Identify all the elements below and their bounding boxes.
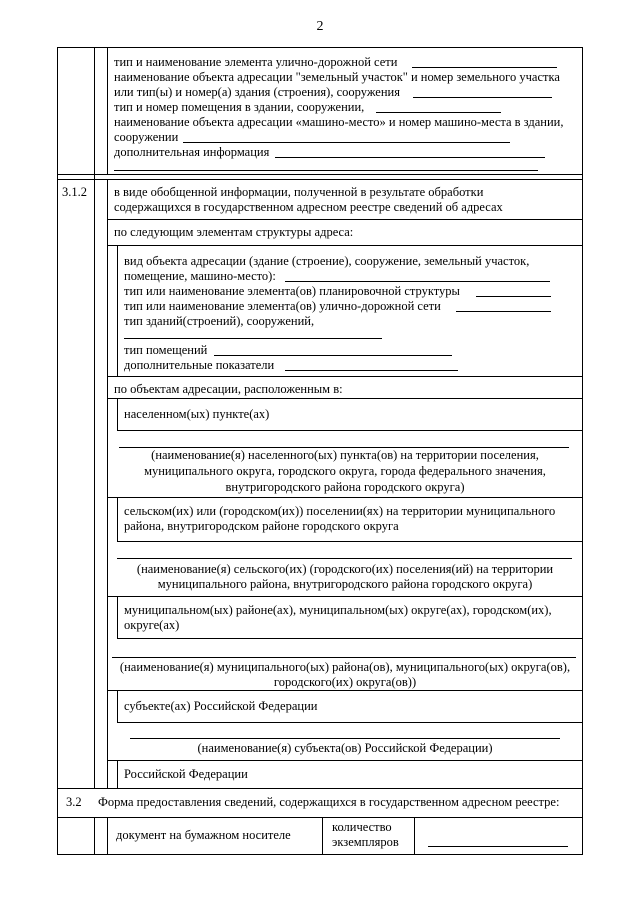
additional-info-label: дополнительная информация xyxy=(114,145,270,159)
parking-label: наименование объекта адресации «машино-место» и номер машино-места в здании, xyxy=(114,115,564,129)
settlement-note: (наименование(я) населенного(ых) пункта(ов) на территории поселения, xyxy=(151,448,539,462)
premises-field[interactable] xyxy=(376,112,501,113)
subject-note: (наименование(я) субъекта(ов) Российской Федерации) xyxy=(197,741,493,755)
planning-structure-field[interactable] xyxy=(476,296,551,297)
rural-settlement-note: (наименование(я) сельского(их) (городского(их) поселения(ий) на территории xyxy=(136,562,554,576)
municipal-label-2: округе(ах) xyxy=(124,618,180,632)
copies-field[interactable] xyxy=(428,846,568,847)
paper-document-option[interactable]: документ на бумажном носителе xyxy=(116,828,291,842)
generalized-info-text: в виде обобщенной информации, полученной в результате обработки xyxy=(114,185,484,199)
building-field[interactable] xyxy=(413,97,552,98)
page-number: 2 xyxy=(316,19,324,34)
copies-label-2: экземпляров xyxy=(332,835,399,849)
parking-label-cont: сооружении xyxy=(114,130,179,144)
object-type-field[interactable] xyxy=(285,281,550,282)
street-network-field[interactable] xyxy=(456,311,551,312)
municipal-field[interactable] xyxy=(112,657,576,658)
subject-field[interactable] xyxy=(130,738,560,739)
rural-settlement-label-2: района, внутригородском районе городского округа xyxy=(124,519,399,533)
section-3-2-title: Форма предоставления сведений, содержащихся в государственном адресном реестре: xyxy=(98,795,560,809)
russia-label: Российской Федерации xyxy=(124,767,248,781)
additional-info-field[interactable] xyxy=(275,157,545,158)
municipal-note-2: городского(их) округа(ов)) xyxy=(273,675,417,689)
building-type-label: тип зданий(строений), сооружений, xyxy=(124,314,315,328)
planning-structure-label: тип или наименование элемента(ов) планировочной структуры xyxy=(124,284,460,298)
municipal-label: муниципальном(ых) районе(ах), муниципальном(ых) округе(ах), городском(их), xyxy=(124,603,552,617)
section-number-3-2: 3.2 xyxy=(66,795,82,809)
rural-settlement-label: сельском(их) или (городском(их)) поселении(ях) на территории муниципального xyxy=(124,504,556,518)
municipal-note: (наименование(я) муниципального(ых) района(ов), муниципального(ых) округа(ов), xyxy=(119,660,571,674)
street-network-label: тип или наименование элемента(ов) улично-дорожной сети xyxy=(124,299,441,313)
section-number-3-1-2: 3.1.2 xyxy=(62,185,87,199)
settlement-note-2: муниципального округа, городского округа, города федерального значения, xyxy=(144,464,546,478)
street-element-field[interactable] xyxy=(412,67,557,68)
parking-field[interactable] xyxy=(183,142,510,143)
building-label: или тип(ы) и номер(а) здания (строения), сооружения xyxy=(114,85,400,99)
premises-type-field[interactable] xyxy=(214,355,452,356)
generalized-info-text-2: содержащихся в государственном адресном реестре сведений об адресах xyxy=(114,200,503,214)
subject-label: субъекте(ах) Российской Федерации xyxy=(124,699,318,713)
object-type-label-2: помещение, машино-место): xyxy=(124,269,276,283)
objects-title: по объектам адресации, расположенным в: xyxy=(114,382,343,396)
premises-label: тип и номер помещения в здании, сооружении, xyxy=(114,100,365,114)
copies-label: количество xyxy=(332,820,392,834)
additional-indicators-field[interactable] xyxy=(285,370,458,371)
premises-type-label: тип помещений xyxy=(124,343,208,357)
rural-settlement-note-2: муниципального района, внутригородского района городского округа) xyxy=(157,577,533,591)
object-type-label: вид объекта адресации (здание (строение), сооружение, земельный участок, xyxy=(124,254,530,268)
land-plot-label: наименование объекта адресации "земельный участок" и номер земельного участка xyxy=(114,70,560,84)
additional-indicators-label: дополнительные показатели xyxy=(124,358,275,372)
building-type-field[interactable] xyxy=(124,338,382,339)
settlement-note-3: внутригородского района городского округа) xyxy=(225,480,465,494)
structure-title: по следующим элементам структуры адреса: xyxy=(114,225,354,239)
street-element-label: тип и наименование элемента улично-дорожной сети xyxy=(114,55,398,69)
rural-settlement-field[interactable] xyxy=(117,558,572,559)
additional-info-field-2[interactable] xyxy=(114,170,538,171)
settlement-label: населенном(ых) пункте(ах) xyxy=(124,407,270,421)
